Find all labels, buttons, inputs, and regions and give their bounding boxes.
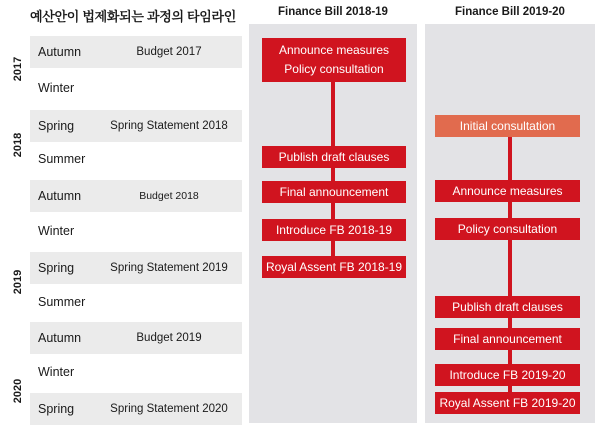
step-label-policy: Policy consultation (284, 62, 384, 76)
connector-line-fb-2019-20 (508, 120, 512, 400)
diagram-title: 예산안이 법제화되는 과정의 타임라인 (30, 9, 237, 24)
timeline-row-summer-2018 (30, 143, 242, 175)
timeline-row-winter-2018 (30, 215, 242, 247)
timeline-row-winter-2019 (30, 356, 242, 388)
step-introduce-fb-2018-19: Introduce FB 2018-19 (262, 219, 406, 241)
event-label: Budget 2019 (136, 332, 202, 344)
year-label-2020: 2020 (12, 378, 24, 404)
season-label: Winter (38, 81, 75, 95)
season-label: Spring (38, 119, 75, 133)
step-policy-fb-2019-20: Policy consultation (435, 218, 580, 240)
timeline-row-spring-2019 (30, 252, 242, 284)
step-introduce-fb-2019-20: Introduce FB 2019-20 (435, 364, 580, 386)
step-announce-policy-fb-2018-19 (262, 38, 406, 82)
timeline-row-winter-2017 (30, 72, 242, 104)
event-label: Spring Statement 2019 (110, 262, 228, 274)
timeline-row-spring-2020 (30, 393, 242, 425)
step-assent-fb-2019-20: Royal Assent FB 2019-20 (435, 392, 580, 414)
season-label: Summer (38, 295, 86, 309)
step-draft-fb-2018-19: Publish draft clauses (262, 146, 406, 168)
year-label-2019: 2019 (12, 269, 24, 295)
year-label-2017: 2017 (12, 56, 24, 82)
timeline-row-spring-2018 (30, 110, 242, 142)
event-label: Spring Statement 2020 (110, 403, 228, 415)
season-label: Autumn (38, 189, 82, 203)
event-label: Budget 2018 (139, 190, 199, 202)
step-assent-fb-2018-19: Royal Assent FB 2018-19 (262, 256, 406, 278)
season-label: Spring (38, 402, 75, 416)
timeline-row-autumn-2019 (30, 322, 242, 354)
step-label-announce: Announce measures (278, 43, 390, 58)
step-announce-fb-2019-20: Announce measures (435, 180, 580, 202)
season-label: Summer (38, 152, 86, 166)
step-final-fb-2018-19: Final announcement (262, 181, 406, 203)
year-label-2018: 2018 (12, 132, 24, 158)
step-draft-fb-2019-20: Publish draft clauses (435, 296, 580, 318)
season-label: Autumn (38, 45, 82, 59)
season-label: Spring (38, 261, 75, 275)
season-label: Winter (38, 224, 75, 238)
timeline-row-autumn-2017 (30, 36, 242, 68)
column-header-fb-2018-19: Finance Bill 2018-19 (278, 6, 388, 18)
season-label: Autumn (38, 331, 82, 345)
step-final-fb-2019-20: Final announcement (435, 328, 580, 350)
timeline-row-summer-2019 (30, 286, 242, 318)
event-label: Budget 2017 (136, 46, 202, 58)
timeline-row-autumn-2018 (30, 180, 242, 212)
event-label: Spring Statement 2018 (110, 120, 228, 132)
column-header-fb-2019-20: Finance Bill 2019-20 (455, 6, 565, 18)
season-label: Winter (38, 365, 75, 379)
step-initial-fb-2019-20: Initial consultation (435, 115, 580, 137)
